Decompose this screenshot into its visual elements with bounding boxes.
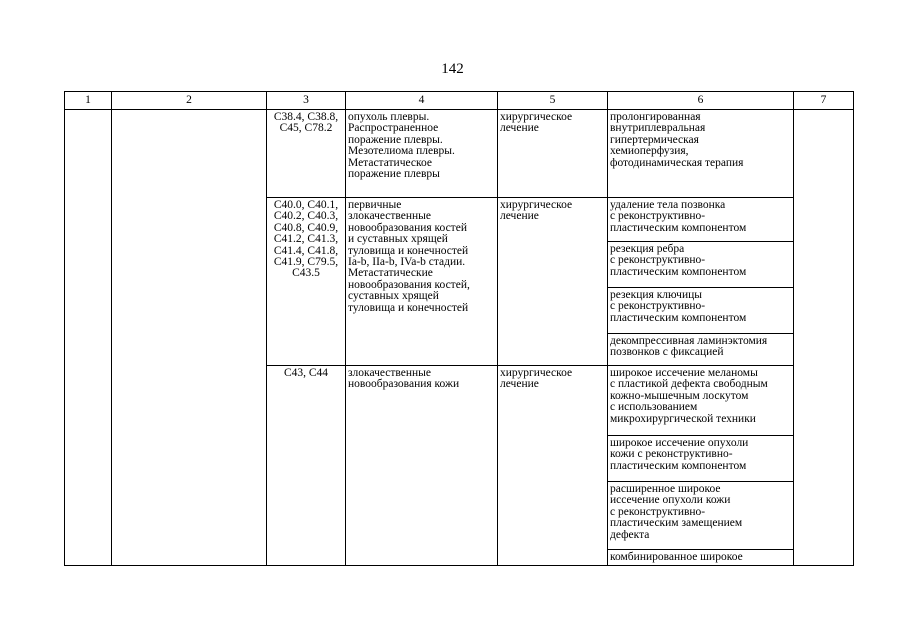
treatment-text: хирургическое лечение bbox=[500, 367, 573, 391]
method-cell bbox=[608, 334, 794, 366]
method-text: пролонгированная внутриплевральная гипертермическая хемиоперфузия, фотодинамическая терапия bbox=[610, 111, 744, 169]
empty-cell-col1 bbox=[65, 110, 112, 566]
method-cell bbox=[608, 550, 794, 566]
treatment-text: хирургическое лечение bbox=[500, 199, 573, 223]
icd-codes-cell bbox=[267, 366, 346, 566]
column-header: 6 bbox=[608, 92, 794, 110]
icd-codes-cell bbox=[267, 198, 346, 366]
empty-cell-col2 bbox=[112, 110, 267, 566]
diagnosis-text: опухоль плевры. Распространенное поражение плевры. Мезотелиома плевры. Метастатическое поражение плевры bbox=[348, 111, 455, 181]
diagnosis-text: злокачественные новообразования кожи bbox=[348, 367, 460, 391]
method-text: резекция ключицы с реконструктивно- пластическим компонентом bbox=[610, 289, 747, 324]
diagnosis-cell bbox=[346, 366, 498, 566]
treatment-cell bbox=[498, 366, 608, 566]
procedures-table bbox=[64, 91, 854, 566]
method-cell bbox=[608, 482, 794, 550]
method-cell bbox=[608, 288, 794, 334]
page-number: 142 bbox=[441, 61, 464, 77]
diagnosis-cell bbox=[346, 110, 498, 198]
method-text: удаление тела позвонка с реконструктивно- пластическим компонентом bbox=[610, 199, 747, 234]
column-header: 2 bbox=[112, 92, 267, 110]
table-row bbox=[65, 110, 854, 198]
method-text: расширенное широкое иссечение опухоли кожи с реконструктивно- пластическим замещением дефекта bbox=[610, 483, 743, 541]
method-cell bbox=[608, 436, 794, 482]
column-header: 7 bbox=[794, 92, 854, 110]
treatment-cell bbox=[498, 110, 608, 198]
method-text: широкое иссечение опухоли кожи с реконструктивно- пластическим компонентом bbox=[610, 437, 749, 472]
icd-codes: C40.0, C40.1, C40.2, C40.3, C40.8, C40.9, C41.2, C41.3, C41.4, C41.8, C41.9, C79.5, C43.5 bbox=[273, 199, 339, 280]
icd-codes-cell bbox=[267, 110, 346, 198]
method-cell bbox=[608, 366, 794, 436]
treatment-text: хирургическое лечение bbox=[500, 111, 573, 135]
column-header: 4 bbox=[346, 92, 498, 110]
icd-codes: C43, C44 bbox=[283, 367, 329, 379]
method-cell bbox=[608, 242, 794, 288]
method-text: комбинированное широкое bbox=[610, 551, 743, 563]
method-cell bbox=[608, 198, 794, 242]
method-text: декомпрессивная ламинэктомия позвонков с фиксацией bbox=[610, 335, 768, 359]
icd-codes: C38.4, C38.8, C45, C78.2 bbox=[273, 111, 339, 135]
column-header: 1 bbox=[65, 92, 112, 110]
method-text: резекция ребра с реконструктивно- пластическим компонентом bbox=[610, 243, 747, 278]
diagnosis-cell bbox=[346, 198, 498, 366]
diagnosis-text: первичные злокачественные новообразования костей и суставных хрящей туловища и конечностей Ia-b, IIa-b, IVa-b стадии. Метастатические новообразования костей, суставных хрящей туловища и конечностей bbox=[348, 199, 470, 314]
method-text: широкое иссечение меланомы с пластикой дефекта свободным кожно-мышечным лоскутом с использованием микрохирургической техники bbox=[610, 367, 768, 425]
column-header: 3 bbox=[267, 92, 346, 110]
treatment-cell bbox=[498, 198, 608, 366]
empty-cell-col7 bbox=[794, 110, 854, 566]
column-header: 5 bbox=[498, 92, 608, 110]
header-row bbox=[65, 92, 854, 110]
method-cell bbox=[608, 110, 794, 198]
